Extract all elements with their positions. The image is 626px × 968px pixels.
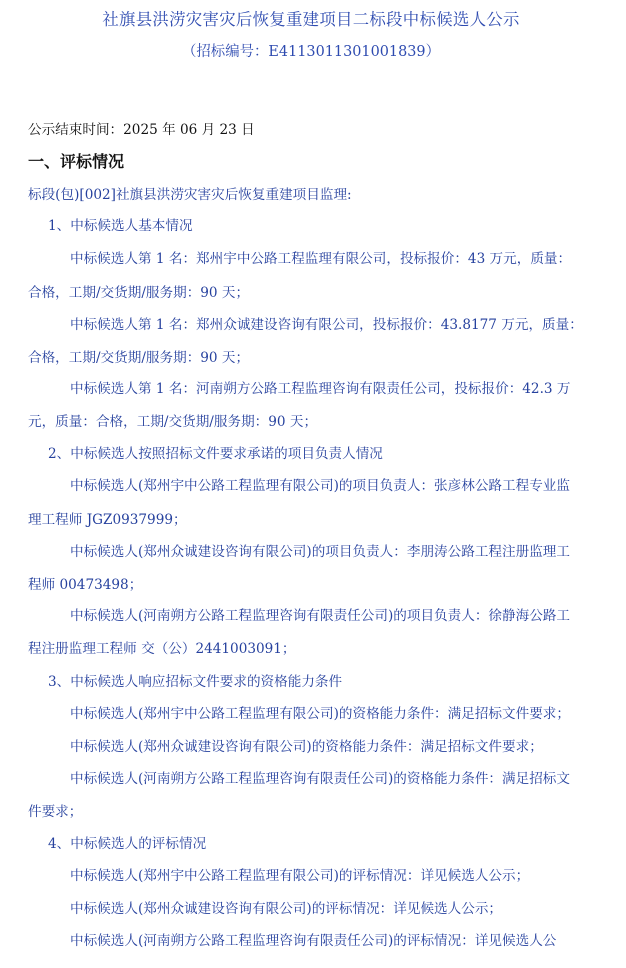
candidate-3-line-2: 元，质量：合格，工期/交货期/服务期：90 天； <box>28 414 318 430</box>
leader-2-line-1: 中标候选人(郑州众诚建设咨询有限公司)的项目负责人：李朋涛公路工程注册监理工 <box>70 544 570 560</box>
candidate-1-line-2: 合格，工期/交货期/服务期：90 天； <box>28 285 250 301</box>
evaluation-2: 中标候选人(郑州众诚建设咨询有限公司)的评标情况：详见候选人公示； <box>70 901 503 917</box>
leader-1-line-2: 理工程师 JGZ0937999； <box>28 512 187 528</box>
qualification-3-line-2: 件要求； <box>28 804 83 820</box>
leader-3-line-1: 中标候选人(河南朔方公路工程监理咨询有限责任公司)的项目负责人：徐静海公路工 <box>70 608 570 624</box>
qualification-1: 中标候选人(郑州宇中公路工程监理有限公司)的资格能力条件：满足招标文件要求； <box>70 706 570 722</box>
item-heading-qualification: 3、中标候选人响应招标文件要求的资格能力条件 <box>48 674 343 690</box>
candidate-1-line-1: 中标候选人第 1 名：郑州宇中公路工程监理有限公司，投标报价：43 万元，质量： <box>70 251 572 267</box>
tender-number: （招标编号：E4113011301001839） <box>181 44 441 60</box>
section-heading-evaluation: 一、评标情况 <box>28 152 125 171</box>
item-heading-basic-info: 1、中标候选人基本情况 <box>48 218 193 234</box>
candidate-3-line-1: 中标候选人第 1 名：河南朔方公路工程监理咨询有限责任公司，投标报价：42.3 万 <box>70 381 571 397</box>
publicity-end-time: 公示结束时间：2025 年 06 月 23 日 <box>28 122 255 138</box>
leader-2-line-2: 程师 00473498； <box>28 577 143 593</box>
evaluation-1: 中标候选人(郑州宇中公路工程监理有限公司)的评标情况：详见候选人公示； <box>70 868 530 884</box>
evaluation-3: 中标候选人(河南朔方公路工程监理咨询有限责任公司)的评标情况：详见候选人公 <box>70 933 557 949</box>
leader-1-line-1: 中标候选人(郑州宇中公路工程监理有限公司)的项目负责人：张彦林公路工程专业监 <box>70 478 570 494</box>
leader-3-line-2: 程注册监理工程师 交（公）2441003091； <box>28 641 296 657</box>
qualification-2: 中标候选人(郑州众诚建设咨询有限公司)的资格能力条件：满足招标文件要求； <box>70 739 543 755</box>
candidate-2-line-1: 中标候选人第 1 名：郑州众诚建设咨询有限公司，投标报价：43.8177 万元，质量： <box>70 317 583 333</box>
item-heading-evaluation: 4、中标候选人的评标情况 <box>48 836 207 852</box>
lot-title: 标段(包)[002]社旗县洪涝灾害灾后恢复重建项目监理: <box>28 187 352 203</box>
candidate-2-line-2: 合格，工期/交货期/服务期：90 天； <box>28 350 250 366</box>
item-heading-project-leader: 2、中标候选人按照招标文件要求承诺的项目负责人情况 <box>48 446 383 462</box>
page-title: 社旗县洪涝灾害灾后恢复重建项目二标段中标候选人公示 <box>102 10 520 29</box>
qualification-3-line-1: 中标候选人(河南朔方公路工程监理咨询有限责任公司)的资格能力条件：满足招标文 <box>70 771 570 787</box>
